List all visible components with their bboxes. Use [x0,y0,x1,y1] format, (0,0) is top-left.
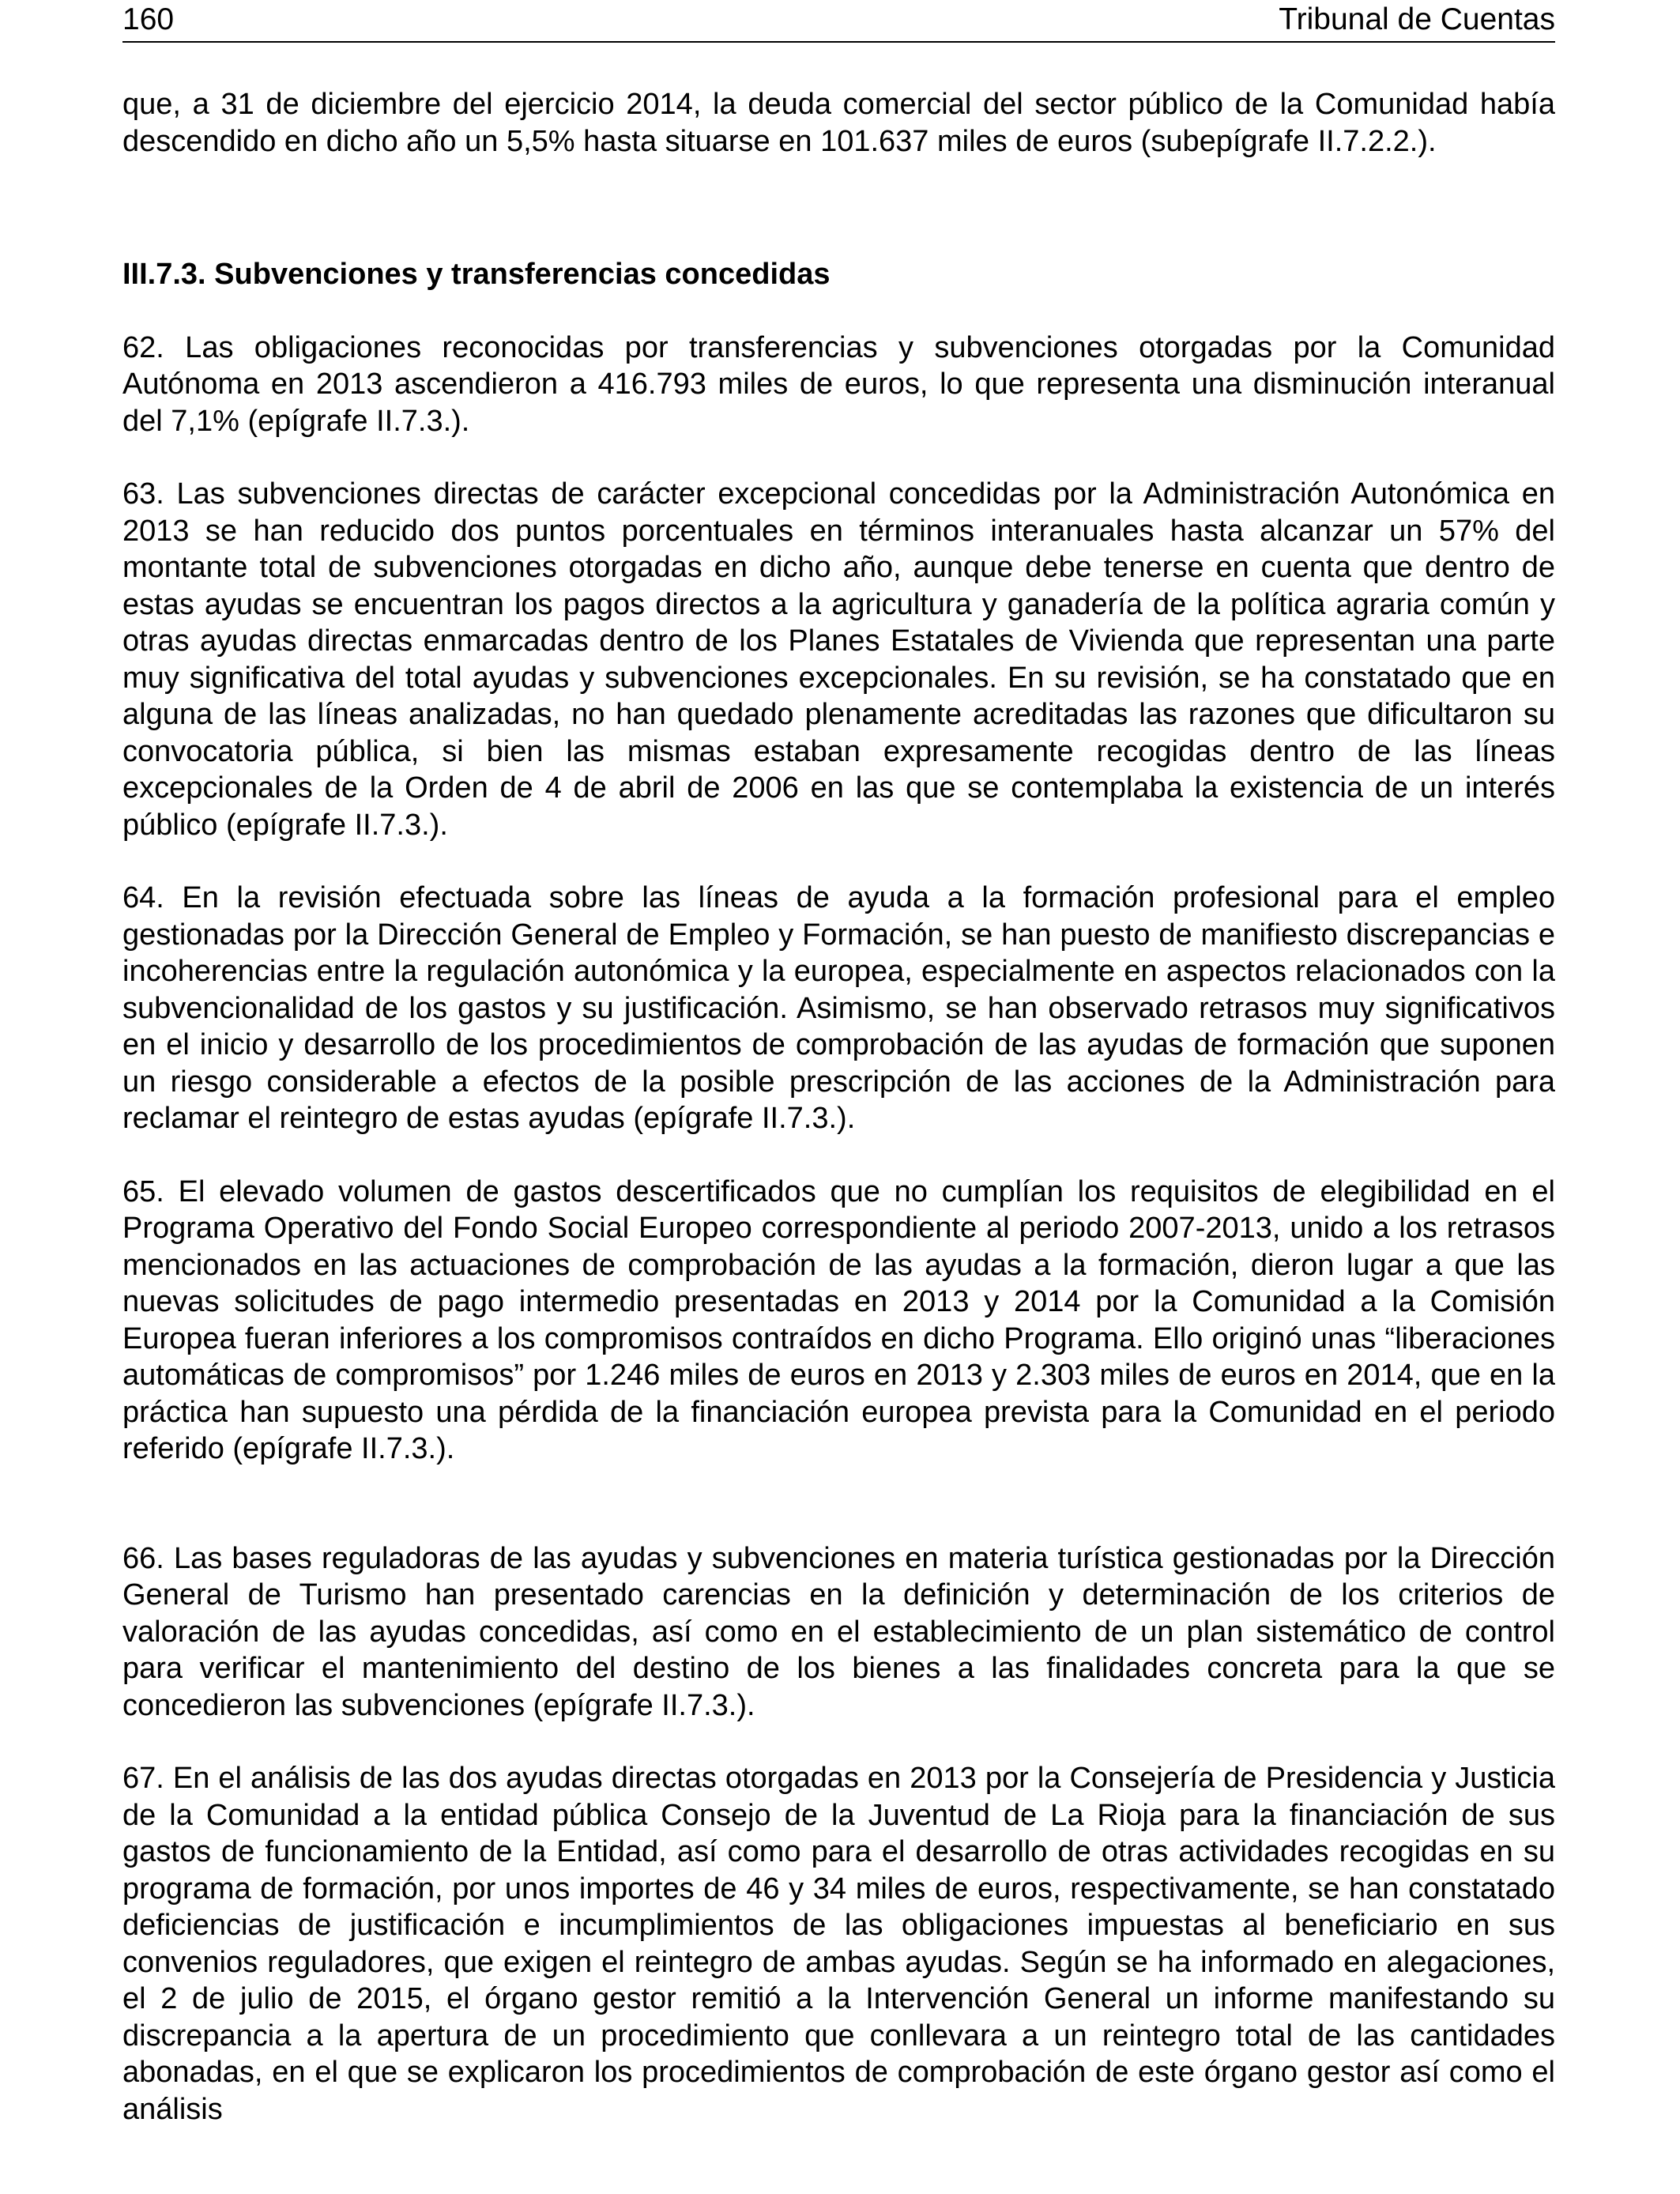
paragraph-66: 66. Las bases reguladoras de las ayudas y subvenciones en materia turística gestionadas por la Dirección General de Turismo han presentado carencias en la definición y determinación de los criterios de valoración de las ayudas concedidas, así como en el establecimiento de un plan sistemático de control para verificar el mantenimiento del destino de los bienes a las finalidades concreta para la que se concedieron las subvenciones (epígrafe II.7.3.). [122,1541,1555,1722]
document-page [122,0,1555,2194]
intro-paragraph: que, a 31 de diciembre del ejercicio 2014, la deuda comercial del sector público de la Comunidad había descendido en dicho año un 5,5% hasta situarse en 101.637 miles de euros (subepígrafe II.7.2.2.). [122,88,1555,158]
paragraph-64: 64. En la revisión efectuada sobre las líneas de ayuda a la formación profesional para el empleo gestionadas por la Dirección General de Empleo y Formación, se han puesto de manifiesto discrepancias e incoherencias entre la regulación autonómica y la europea, especialmente en aspectos relacionados con la subvencionalidad de los gastos y su justificación. Asimismo, se han observado retrasos muy significativos en el inicio y desarrollo de los procedimientos de comprobación de las ayudas de formación que suponen un riesgo considerable a efectos de la posible prescripción de las acciones de la Administración para reclamar el reintegro de estas ayudas (epígrafe II.7.3.). [122,881,1555,1135]
paragraph-63: 63. Las subvenciones directas de carácter excepcional concedidas por la Administración Autonómica en 2013 se han reducido dos puntos porcentuales en términos interanuales hasta alcanzar un 57% del montante total de subvenciones otorgadas en dicho año, aunque debe tenerse en cuenta que dentro de estas ayudas se encuentran los pagos directos a la agricultura y ganadería de la política agraria común y otras ayudas directas enmarcadas dentro de los Planes Estatales de Vivienda que representan una parte muy significativa del total ayudas y subvenciones excepcionales. En su revisión, se ha constatado que en alguna de las líneas analizadas, no han quedado plenamente acreditadas las razones que dificultaron su convocatoria pública, si bien las mismas estaban expresamente recogidas dentro de las líneas excepcionales de la Orden de 4 de abril de 2006 en las que se contemplaba la existencia de un interés público (epígrafe II.7.3.). [122,477,1555,842]
paragraph-67: 67. En el análisis de las dos ayudas directas otorgadas en 2013 por la Consejería de Presidencia y Justicia de la Comunidad a la entidad pública Consejo de la Juventud de La Rioja para la financiación de sus gastos de funcionamiento de la Entidad, así como para el desarrollo de otras actividades recogidas en su programa de formación, por unos importes de 46 y 34 miles de euros, respectivamente, se han constatado deficiencias de justificación e incumplimientos de las obligaciones impuestas al beneficiario en sus convenios reguladores, que exigen el reintegro de ambas ayudas. Según se ha informado en alegaciones, el 2 de julio de 2015, el órgano gestor remitió a la Intervención General un informe manifestando su discrepancia a la apertura de un procedimiento que conllevara a un reintegro total de las cantidades abonadas, en el que se explicaron los procedimientos de comprobación de este órgano gestor así como el análisis [122,1762,1555,2126]
paragraph-62: 62. Las obligaciones reconocidas por transferencias y subvenciones otorgadas por la Comunidad Autónoma en 2013 ascendieron a 416.793 miles de euros, lo que representa una disminución interanual del 7,1% (epígrafe II.7.3.). [122,330,1555,438]
section-heading: III.7.3. Subvenciones y transferencias concedidas [122,258,831,291]
paragraph-65: 65. El elevado volumen de gastos descertificados que no cumplían los requisitos de elegibilidad en el Programa Operativo del Fondo Social Europeo correspondiente al periodo 2007-2013, unido a los retrasos mencionados en las actuaciones de comprobación de las ayudas a la formación, dieron lugar a que las nuevas solicitudes de pago intermedio presentadas en 2013 y 2014 por la Comunidad a la Comisión Europea fueran inferiores a los compromisos contraídos en dicho Programa. Ello originó unas “liberaciones automáticas de compromisos” por 1.246 miles de euros en 2013 y 2.303 miles de euros en 2014, que en la práctica han supuesto una pérdida de la financiación europea prevista para la Comunidad en el periodo referido (epígrafe II.7.3.). [122,1174,1555,1465]
header-title: Tribunal de Cuentas [1279,2,1555,36]
running-header [122,0,1555,43]
page-number: 160 [122,2,175,36]
